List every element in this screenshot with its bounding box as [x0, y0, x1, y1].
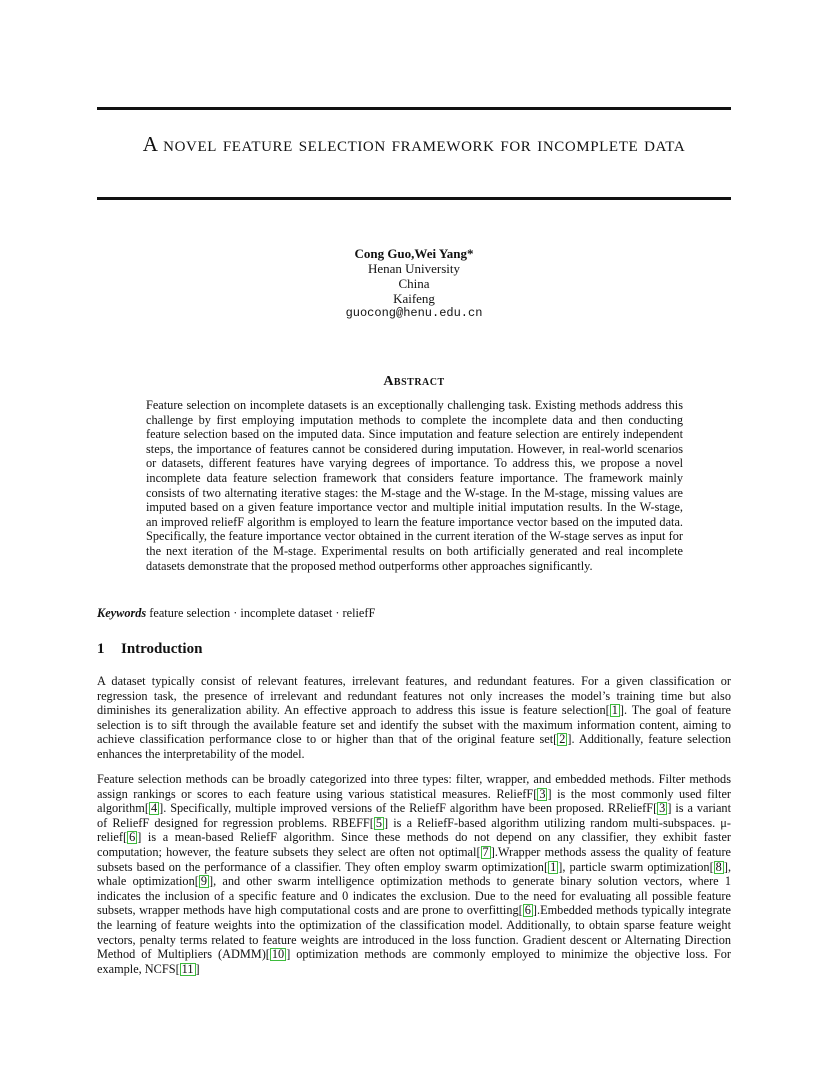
citation-link[interactable]: 1 — [611, 703, 618, 718]
keywords-text: feature selection · incomplete dataset · reliefF — [149, 606, 376, 620]
citation-link[interactable]: 6 — [129, 830, 136, 845]
section-title: Introduction — [121, 641, 203, 657]
affiliation-line: Kaifeng — [393, 291, 435, 306]
intro-paragraph-2: Feature selection methods can be broadly categorized into three types: filter, wrapper, and embedded methods. Filter methods assign rankings or scores to each feature using various statistical measures. ReliefF[ 3 ] is the most commonly used filter algorithm[ 4 ]. Specifically, multiple improved versions of the ReliefF algorithm have been proposed. RReliefF[ 3 ] is a variant of ReliefF designed for regression problems. RBEFF[ 5 ] is a ReliefF-based algorithm utilizing random multi-subspaces. μ-relief[ 6 ] is a mean-based ReliefF algorithm. Since these methods do not depend on any classifier, they exhibit faster computation; however, the feature subsets they select are often not optimal[ 7 ].Wrapper methods assess the quality of feature subsets based on the performance of a classifier. They often employ swarm optimization[ 1 ], particle swarm optimization[ 8 ], whale optimization[ 9 ], and other swarm intelligence optimization methods to generate binary solution vectors, where 1 indicates the inclusion of a specific feature and 0 indicates the exclusion. Due to the need for evaluating all possible feature subsets, wrapper methods have high computational costs and are prone to overfitting[ 6 ].Embedded methods typically integrate the learning of feature weights into the optimization of the classification model. Additionally, to obtain sparse feature weight vectors, penalty terms related to feature weights are introduced in the loss function. Gradient descent or Alternating Direction Method of Multipliers (ADMM)[ 10 ] optimization methods are commonly employed to minimize the objective loss. For example, NCFS[ 11 ] — [97, 772, 732, 976]
author-block — [97, 246, 731, 321]
section-number: 1 — [97, 641, 105, 657]
affiliation-line: Henan University — [367, 261, 461, 276]
citation-link[interactable]: 9 — [200, 874, 207, 889]
author-email: guocong@henu.edu.cn — [345, 306, 483, 320]
citation-link[interactable]: 8 — [715, 859, 722, 874]
paper-title: A novel feature selection framework for incomplete data — [142, 132, 686, 156]
abstract-heading: Abstract — [383, 374, 445, 389]
citation-link[interactable]: 1 — [550, 859, 557, 874]
affiliation-line: China — [398, 276, 430, 291]
abstract-text: Feature selection on incomplete datasets is an exceptionally challenging task. Existing methods address this challenge by first employing imputation methods to complete the incomplete data and then conducting feature selection based on the imputed data. Since imputation and feature selection are entirely independent steps, the importance of features cannot be considered during imputation. However, in real-world scenarios or datasets, different features have varying degrees of importance. To address this, we propose a novel incomplete data feature selection framework that considers feature importance. The framework mainly consists of two alternating iterative stages: the M-stage and the W-stage. In the M-stage, missing values are imputed based on a given feature importance vector and multiple initial imputation results. In the W-stage, an improved reliefF algorithm is employed to learn the feature importance vector based on the imputed data. Specifically, the feature importance vector obtained in the current iteration of the W-stage serves as input for the next iteration of the M-stage. Experimental results on both artificially generated and real incomplete datasets demonstrate that the proposed method outperforms other approaches significantly. — [146, 398, 683, 573]
citation-link[interactable]: 7 — [482, 844, 489, 859]
citation-link[interactable]: 6 — [524, 903, 531, 918]
citation-link[interactable]: 3 — [659, 801, 666, 816]
citation-link[interactable]: 5 — [375, 815, 383, 830]
citation-link[interactable]: 3 — [539, 786, 546, 801]
citation-link[interactable]: 10 — [271, 947, 285, 962]
keywords-line — [97, 606, 731, 621]
author-names: Cong Guo,Wei Yang* — [354, 246, 474, 261]
section-heading — [97, 641, 202, 658]
citation-link[interactable]: 2 — [559, 732, 566, 747]
keywords-label: Keywords — [97, 606, 147, 620]
title-top-rule — [97, 107, 731, 110]
intro-paragraph-1: A dataset typically consist of relevant features, irrelevant features, and redundant features. For a given classification or regression task, the presence of irrelevant and redundant features not only increases the model’s training time but also diminishes its generalization ability. An effective approach to address this issue is feature selection[ 1 ]. The goal of feature selection is to sift through the available feature set and identify the subset with the maximum information content, aiming to achieve classification performance close to or higher than that of the original feature set[ 2 ]. Additionally, feature selection enhances the interpretability of the model. — [97, 674, 732, 761]
citation-link[interactable]: 11 — [181, 961, 194, 976]
citation-link[interactable]: 4 — [150, 801, 158, 816]
title-bottom-rule — [97, 197, 731, 200]
